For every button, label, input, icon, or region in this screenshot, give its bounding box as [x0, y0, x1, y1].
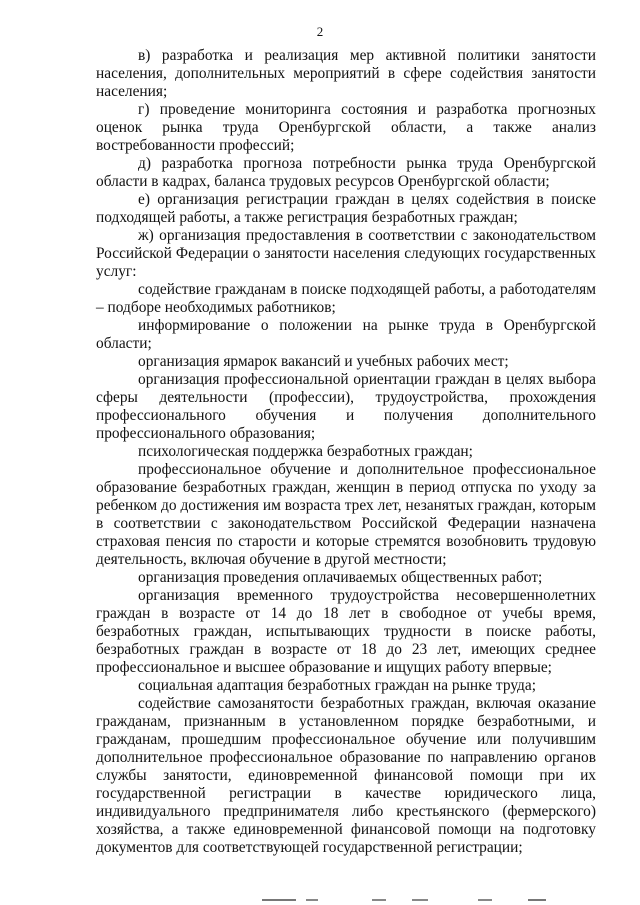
service-labor-market-info: информирование о положении на рынке труда в Оренбургской области;: [96, 317, 596, 352]
scan-mark: [306, 899, 318, 901]
scan-mark: [528, 899, 546, 901]
page-number: 2: [316, 24, 324, 39]
paragraph-item-e: е) организация регистрации граждан в целях содействия в поиске подходящей работы, а также регистрация безработных граждан;: [96, 191, 596, 226]
scan-artifact-marks: [0, 893, 640, 905]
service-job-fairs: организация ярмарок вакансий и учебных рабочих мест;: [138, 353, 509, 370]
paragraph-item-zh: ж) организация предоставления в соответствии с законодательством Российской Федерации о занятости населения следующих государственных услуг:: [96, 227, 596, 280]
service-social-adaptation: социальная адаптация безработных граждан на рынке труда;: [138, 677, 536, 694]
scan-mark: [412, 899, 428, 901]
service-temporary-employment: организация временного трудоустройства несовершеннолетних граждан в возрасте от 14 до 18 лет в свободное от учебы время, безработных граждан, испытывающих трудности в поиске работы, безработных граждан в возрасте от 18 до 23 лет, имеющих среднее профессиональное и высшее образование и ищущих работу впервые;: [96, 587, 596, 676]
document-body: [96, 47, 596, 857]
scan-mark: [478, 899, 492, 901]
scan-mark: [372, 899, 386, 901]
scan-mark: [262, 899, 296, 901]
service-public-works: организация проведения оплачиваемых общественных работ;: [138, 569, 543, 586]
paragraph-item-g: г) проведение мониторинга состояния и разработка прогнозных оценок рынка труда Оренбургской области, а также анализ востребованности профессий;: [96, 101, 596, 154]
service-career-guidance: организация профессиональной ориентации граждан в целях выбора сферы деятельности (профессии), трудоустройства, прохождения профессионального обучения и получения дополнительного профессионального образования;: [96, 371, 596, 442]
paragraph-item-d: д) разработка прогноза потребности рынка труда Оренбургской области в кадрах, баланса трудовых ресурсов Оренбургской области;: [96, 155, 596, 190]
service-psychological-support: психологическая поддержка безработных граждан;: [138, 443, 473, 460]
paragraph-item-v: в) разработка и реализация мер активной политики занятости населения, дополнительных мероприятий в сфере содействия занятости населения;: [96, 47, 596, 100]
service-vocational-training: профессиональное обучение и дополнительное профессиональное образование безработных граждан, женщин в период отпуска по уходу за ребенком до достижения им возраста трех лет, незанятых граждан, которым в соответствии с законодательством Российской Федерации назначена страховая пенсия по старости и которые стремятся возобновить трудовую деятельность, включая обучение в другой местности;: [96, 461, 596, 568]
service-self-employment: содействие самозанятости безработных граждан, включая оказание гражданам, признанным в установленном порядке безработными, и гражданам, прошедшим профессиональное обучение или получившим дополнительное профессиональное образование по направлению органов службы занятости, единовременной финансовой помощи при их государственной регистрации в качестве юридического лица, индивидуального предпринимателя либо крестьянского (фермерского) хозяйства, а также единовременной финансовой помощи на подготовку документов для соответствующей государственной регистрации;: [96, 695, 596, 856]
service-job-search: содействие гражданам в поиске подходящей работы, а работодателям – подборе необходимых работников;: [96, 281, 596, 316]
